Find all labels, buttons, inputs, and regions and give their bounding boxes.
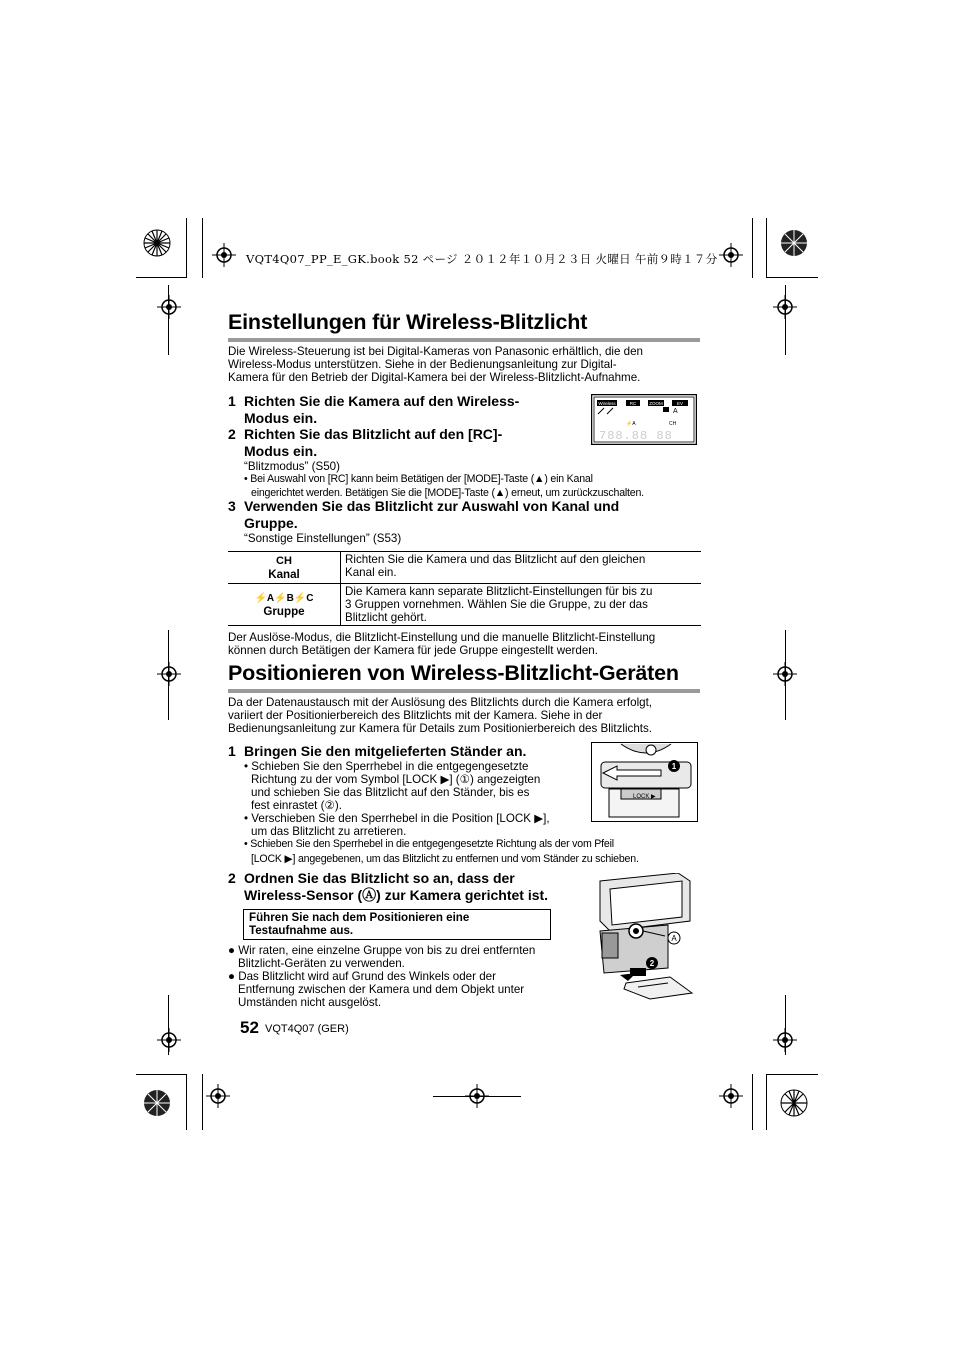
crosshair-icon xyxy=(773,295,797,319)
svg-text:LOCK ▶: LOCK ▶ xyxy=(633,794,656,800)
svg-text:Wireless: Wireless xyxy=(598,401,616,406)
step-1: 1 Richten Sie die Kamera auf den Wireless- Modus ein. xyxy=(228,393,520,426)
svg-text:ZOOM: ZOOM xyxy=(649,401,663,406)
step-1: 1 Bringen Sie den mitgelieferten Ständer an. xyxy=(228,743,527,759)
crosshair-icon xyxy=(719,1084,743,1108)
svg-text:EV: EV xyxy=(676,401,684,406)
crosshair-icon xyxy=(773,662,797,686)
table-text-cell: Richten Sie die Kamera und das Blitzlicht auf den gleichen Kanal ein. xyxy=(341,552,702,584)
svg-text:RC: RC xyxy=(629,401,637,406)
title-rule xyxy=(228,689,700,693)
crosshair-icon xyxy=(157,1028,181,1052)
svg-text:⚡A: ⚡A xyxy=(626,421,636,427)
crosshair-icon xyxy=(719,243,743,267)
svg-text:788.88 88: 788.88 88 xyxy=(599,429,673,443)
step-3: 3 Verwenden Sie das Blitzlicht zur Auswahl von Kanal und Gruppe. xyxy=(228,498,620,531)
table-label-cell: CH Kanal xyxy=(228,552,341,584)
print-header: VQT4Q07_PP_E_GK.book 52 ページ ２０１２年１０月２３日 火曜日 午前９時１７分 xyxy=(246,252,718,266)
intro-paragraph: Da der Datenaustausch mit der Auslösung des Blitzlichts durch die Kamera erfolgt, variiert der Positionierbereich des Blitzlichts mit der Kamera. Siehe in der Bedienungsanleitung zur Kamera für Details zum Positionierbereich des Blitzlichts. xyxy=(228,696,653,736)
step-2-reference: “Blitzmodus” (S50) xyxy=(244,460,340,473)
table-label-cell: ⚡A⚡B⚡C Gruppe xyxy=(228,584,341,626)
svg-text:2: 2 xyxy=(649,959,655,968)
svg-text:A: A xyxy=(673,408,678,415)
registration-mark-icon xyxy=(143,1089,171,1117)
svg-text:1: 1 xyxy=(671,762,677,771)
registration-mark-icon xyxy=(780,229,808,257)
step-2: 2 Ordnen Sie das Blitzlicht so an, dass der Wireless-Sensor (Ⓐ) zur Kamera gerichtet ist. xyxy=(228,870,549,903)
step-2: 2 Richten Sie das Blitzlicht auf den [RC]- Modus ein. xyxy=(228,426,503,459)
flash-stand-illustration xyxy=(591,742,698,822)
flash-unit-illustration xyxy=(590,873,700,1003)
step-3-reference: “Sonstige Einstellungen” (S53) xyxy=(244,532,402,545)
svg-text:A: A xyxy=(671,934,677,943)
svg-text:CH: CH xyxy=(669,421,677,427)
title-rule xyxy=(228,338,700,342)
step-1-bullets: • Schieben Sie den Sperrhebel in die entgegengesetzte Richtung zu der vom Symbol [LOCK ▶] (①) angezeigten und schieben Sie das Blitzlicht auf den Ständer, bis es fest einrastet (②). • Verschieben Sie den Sperrhebel in die Position [LOCK ▶], um das Blitzlicht zu arretieren. xyxy=(244,760,550,838)
document-code: VQT4Q07 (GER) xyxy=(265,1023,349,1035)
crosshair-icon xyxy=(773,1028,797,1052)
crosshair-icon xyxy=(157,295,181,319)
settings-table xyxy=(228,551,701,626)
registration-mark-icon xyxy=(780,1089,808,1117)
table-text-cell: Die Kamera kann separate Blitzlicht-Einstellungen für bis zu 3 Gruppen vornehmen. Wählen Sie die Gruppe, zu der das Blitzlicht gehört. xyxy=(341,584,702,626)
step-1-note: • Schieben Sie den Sperrhebel in die entgegengesetzte Richtung als der vom Pfeil [LOCK ▶] angegebenen, um das Blitzlicht zu entfernen und vom Ständer zu schieben. xyxy=(244,838,639,865)
section-title: Einstellungen für Wireless-Blitzlicht xyxy=(228,310,588,334)
after-table-paragraph: Der Auslöse-Modus, die Blitzlicht-Einstellung und die manuelle Blitzlicht-Einstellung können durch Betätigen der Kamera für jede Gruppe eingestellt werden. xyxy=(228,631,656,658)
table-row xyxy=(228,584,701,626)
registration-mark-icon xyxy=(143,229,171,257)
page-number: 52 xyxy=(240,1018,259,1037)
step-2-note: • Bei Auswahl von [RC] kann beim Betätigen der [MODE]-Taste (▲) ein Kanal eingerichtet werden. Betätigen Sie die [MODE]-Taste (▲) erneut, um zurückzuschalten. xyxy=(244,473,644,499)
tips-list: ● Wir raten, eine einzelne Gruppe von bis zu drei entfernten Blitzlicht-Geräten zu verwenden. ● Das Blitzlicht wird auf Grund des Winkels oder der Entfernung zwischen der Kamera und dem Objekt unter Umständen nicht ausgelöst. xyxy=(228,944,536,1009)
crosshair-icon xyxy=(465,1084,489,1108)
intro-paragraph: Die Wireless-Steuerung ist bei Digital-Kameras von Panasonic erhältlich, die den Wireless-Modus unterstützen. Siehe in der Bedienungsanleitung zur Digital- Kamera für den Betrieb der Digital-Kamera bei der Wireless-Blitzlicht-Aufnahme. xyxy=(228,345,643,385)
note-box: Führen Sie nach dem Positionieren eine Testaufnahme aus. xyxy=(243,909,551,940)
lcd-display-illustration xyxy=(591,394,697,445)
table-row xyxy=(228,552,701,584)
crosshair-icon xyxy=(157,662,181,686)
crosshair-icon xyxy=(212,243,236,267)
section-title: Positionieren von Wireless-Blitzlicht-Geräten xyxy=(228,661,679,685)
crosshair-icon xyxy=(206,1084,230,1108)
